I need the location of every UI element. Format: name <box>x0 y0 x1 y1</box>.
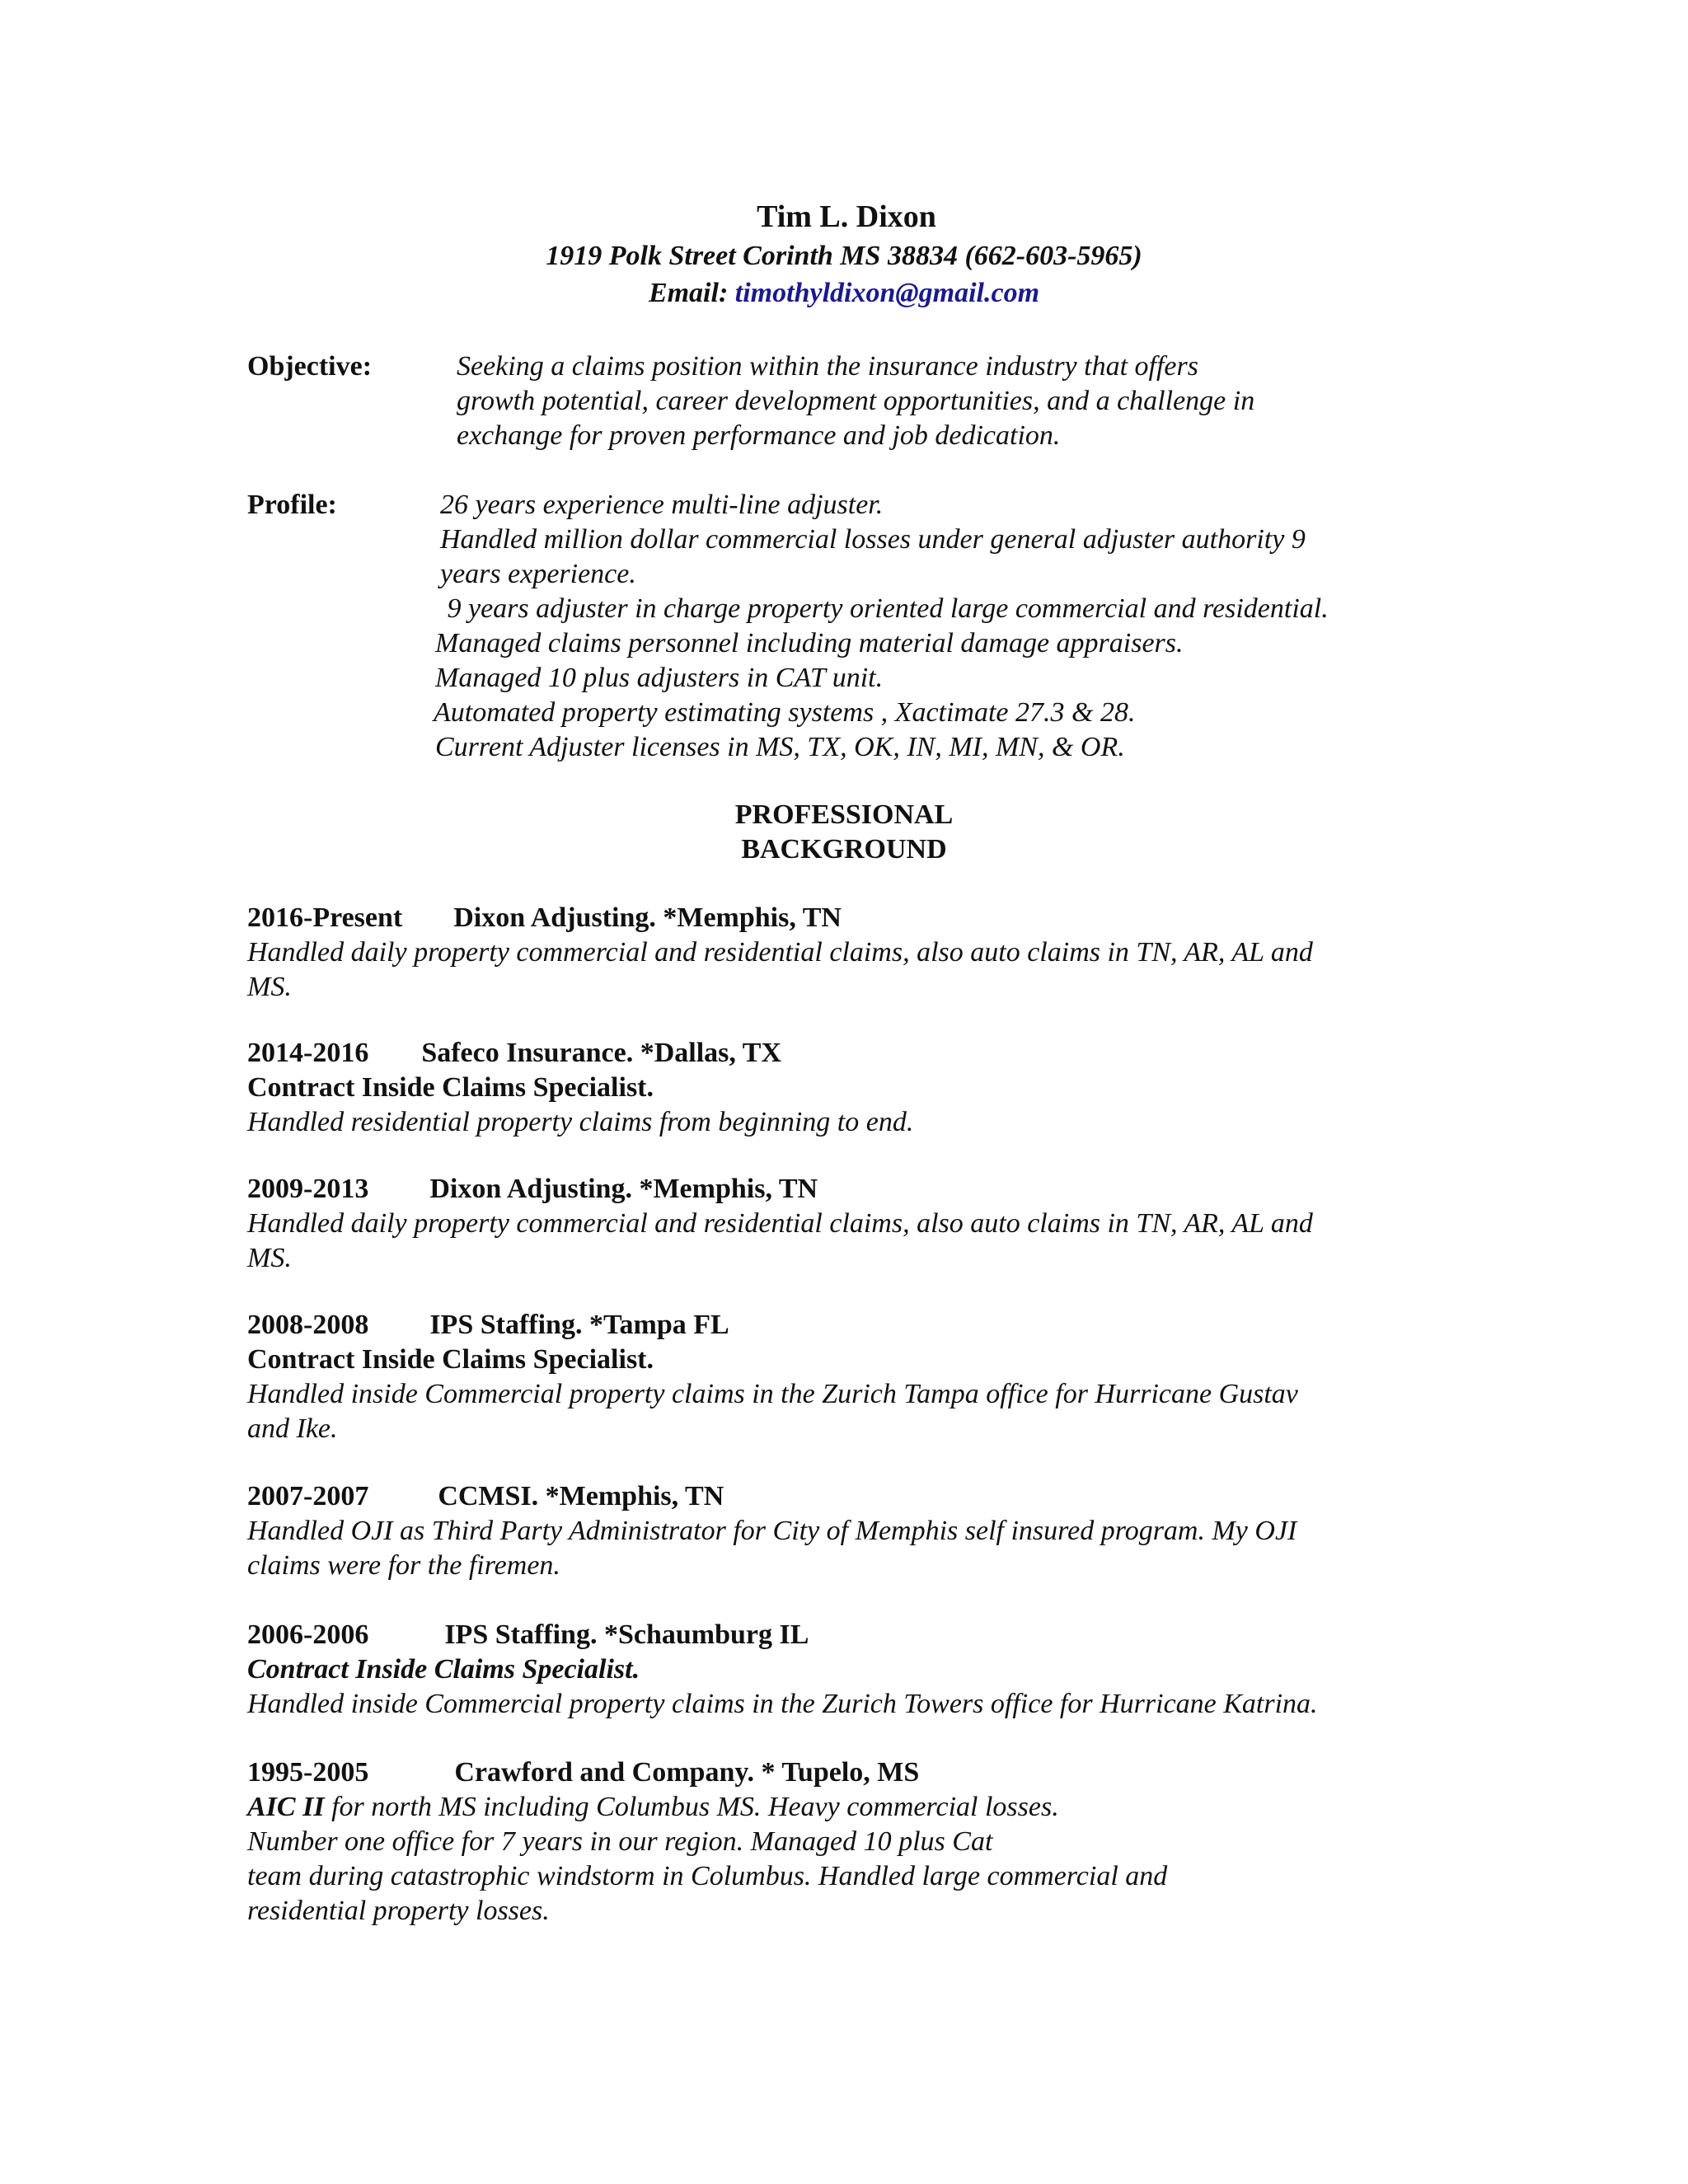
email-link[interactable]: timothyldixon@gmail.com <box>734 278 1040 308</box>
job-title: Contract Inside Claims Specialist. <box>247 1654 640 1685</box>
job-company: Dixon Adjusting. *Memphis, TN <box>453 902 842 933</box>
job-header <box>247 1036 1484 1071</box>
job-description-line: Handled inside Commercial property claims in the Zurich Tampa office for Hurricane Gustav <box>247 1379 1298 1409</box>
job-years: 1995-2005 <box>247 1757 369 1788</box>
resume-header <box>0 196 1688 312</box>
section-heading-line1: PROFESSIONAL <box>734 799 954 830</box>
job-description-line: Handled OJI as Third Party Administrator for City of Memphis self insured program. My OJI <box>247 1516 1297 1546</box>
objective-line: growth potential, career development opportunities, and a challenge in <box>457 386 1255 416</box>
job-header <box>247 1172 1484 1207</box>
job-years: 2006-2006 <box>247 1619 369 1650</box>
profile-line: Current Adjuster licenses in MS, TX, OK, IN, MI, MN, & OR. <box>435 732 1125 762</box>
profile-line: Automated property estimating systems , Xactimate 27.3 & 28. <box>434 697 1136 728</box>
profile-line: Managed claims personnel including material damage appraisers. <box>435 628 1184 658</box>
job-company: Dixon Adjusting. *Memphis, TN <box>429 1174 818 1204</box>
job-description-line: MS. <box>247 972 292 1002</box>
job-title: Contract Inside Claims Specialist. <box>247 1072 654 1103</box>
job-description-text: for north MS including Columbus MS. Heavy commercial losses. <box>324 1792 1059 1822</box>
job-header <box>247 901 1484 935</box>
job-entry <box>247 1308 1484 1446</box>
profile-line: Handled million dollar commercial losses under general adjuster authority 9 <box>440 524 1306 555</box>
job-description-line <box>247 1790 1484 1825</box>
job-header <box>247 1755 1484 1790</box>
job-header <box>247 1308 1484 1343</box>
objective-line: Seeking a claims position within the insurance industry that offers <box>457 351 1198 382</box>
job-header <box>247 1618 1484 1652</box>
email-line <box>0 274 1688 312</box>
job-company: IPS Staffing. *Tampa FL <box>429 1310 729 1340</box>
profile-section <box>247 488 1484 768</box>
job-description-line: residential property losses. <box>247 1896 550 1926</box>
job-entry <box>247 1618 1484 1722</box>
job-description-line: claims were for the firemen. <box>247 1550 560 1581</box>
job-company: CCMSI. *Memphis, TN <box>438 1481 724 1511</box>
objective-text <box>457 349 1254 453</box>
job-company: Crawford and Company. * Tupelo, MS <box>454 1757 920 1788</box>
job-description-line: Handled residential property claims from beginning to end. <box>247 1107 914 1137</box>
job-description-line: Handled daily property commercial and residential claims, also auto claims in TN, AR, AL and <box>247 937 1313 968</box>
profile-line: Managed 10 plus adjusters in CAT unit. <box>435 663 884 693</box>
email-label: Email: <box>648 278 735 308</box>
job-header <box>247 1479 1484 1514</box>
job-company: IPS Staffing. *Schaumburg IL <box>444 1619 809 1650</box>
job-title: Contract Inside Claims Specialist. <box>247 1344 654 1375</box>
profile-label: Profile: <box>247 490 337 520</box>
job-description-line: team during catastrophic windstorm in Columbus. Handled large commercial and <box>247 1861 1168 1891</box>
job-description-line: Number one office for 7 years in our region. Managed 10 plus Cat <box>247 1826 993 1857</box>
job-entry <box>247 1755 1484 1929</box>
job-entry <box>247 1036 1484 1140</box>
job-description-line: and Ike. <box>247 1413 338 1444</box>
job-entry <box>247 901 1484 1005</box>
job-years: 2009-2013 <box>247 1174 369 1204</box>
profile-line: 26 years experience multi-line adjuster. <box>440 490 884 520</box>
job-entry <box>247 1479 1484 1583</box>
objective-label: Objective: <box>247 351 373 382</box>
candidate-address: 1919 Polk Street Corinth MS 38834 (662-603-5965) <box>546 241 1142 271</box>
job-company: Safeco Insurance. *Dallas, TX <box>421 1038 781 1068</box>
job-years: 2016-Present <box>247 902 403 933</box>
objective-section <box>247 349 1484 457</box>
profile-line: years experience. <box>440 559 636 589</box>
profile-line: 9 years adjuster in charge property oriented large commercial and residential. <box>440 593 1329 624</box>
objective-line: exchange for proven performance and job dedication. <box>457 420 1061 451</box>
section-heading-line2: BACKGROUND <box>741 834 947 865</box>
job-role-abbrev: AIC II <box>247 1792 325 1822</box>
job-description-line: MS. <box>247 1243 292 1273</box>
job-years: 2007-2007 <box>247 1481 369 1511</box>
candidate-name: Tim L. Dixon <box>757 199 936 234</box>
job-years: 2014-2016 <box>247 1038 369 1068</box>
job-description-line: Handled daily property commercial and residential claims, also auto claims in TN, AR, AL and <box>247 1208 1313 1239</box>
job-entry <box>247 1172 1484 1276</box>
job-years: 2008-2008 <box>247 1310 369 1340</box>
job-description-line: Handled inside Commercial property claims in the Zurich Towers office for Hurricane Katrina. <box>247 1689 1318 1719</box>
